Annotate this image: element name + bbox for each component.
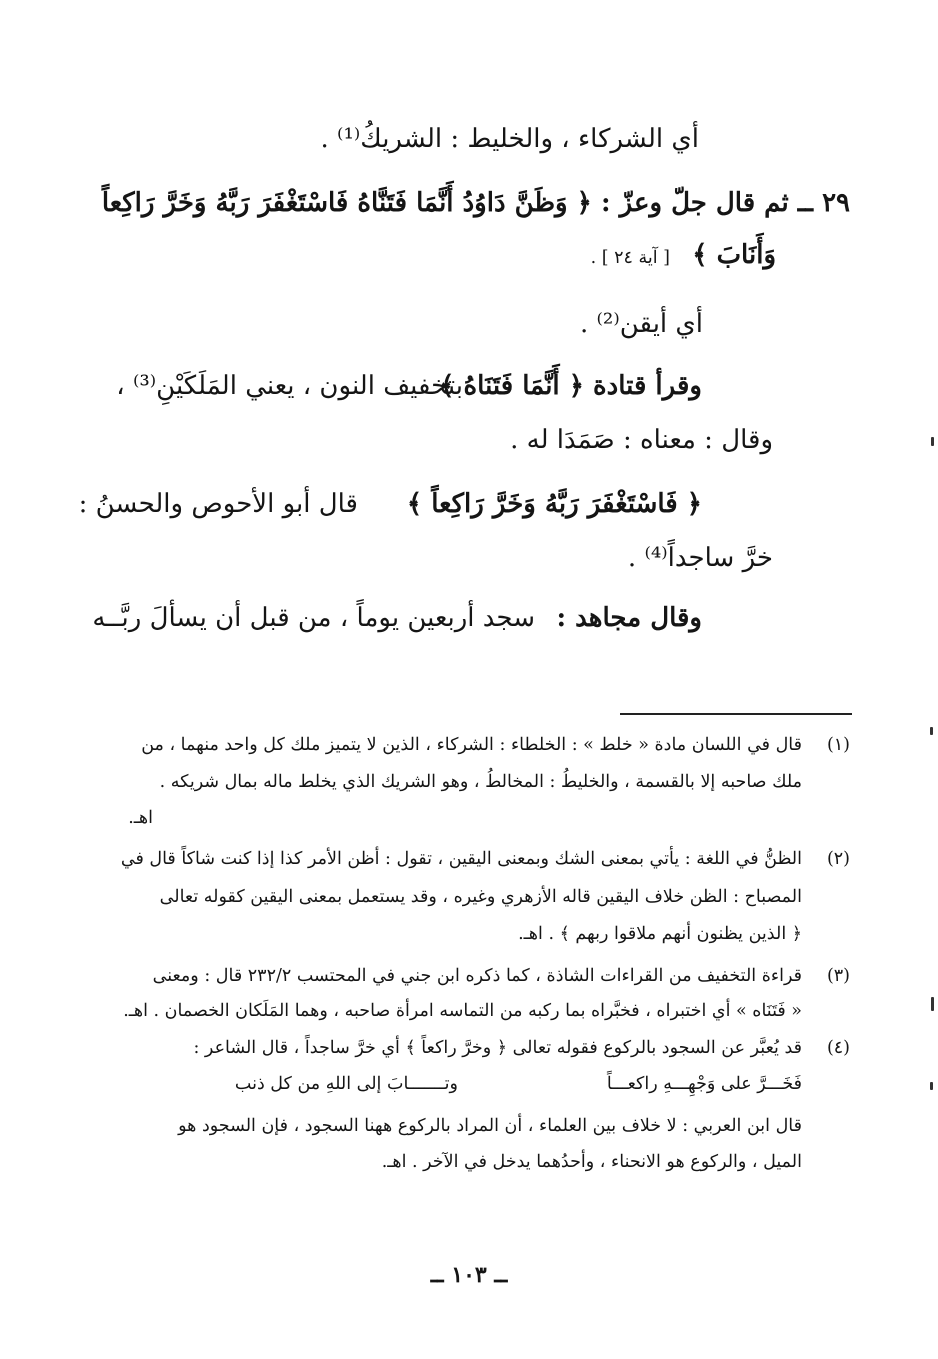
verse-heading: ٢٩ ــ ثم قال جلّ وعزّ : ﴿ وَظَنَّ دَاوُدُ أَنَّمَا فَتَنَّاهُ فَاسْتَغْفَرَ رَبَّهُ وَخَرَّ رَاكِعاً (101, 188, 850, 218)
poem-hemistich: فَخَـــرَّ على وَجْهِـــهِ راكعـــاً (606, 1074, 802, 1094)
text-line: أي أيقن⁽²⁾ . (580, 309, 703, 339)
text-line: وقال : معناه : صَمَدَا له . (510, 425, 773, 455)
footnote-line: « فَتَنَاه » أي اختبراه ، فخبَّراه بما ركبه من التماسه امرأة صاحبه ، وهما المَلَكان الخصمان . اهـ. (123, 1001, 802, 1021)
footnote-line: المصباح : الظن خلاف اليقين قاله الأزهري وغيره ، وقد يستعمل بمعنى اليقين كقوله تعالى (159, 887, 802, 907)
scholar-name: وقال مجاهد : (556, 603, 702, 633)
text-line: خرَّ ساجداً⁽⁴⁾ . (627, 543, 773, 573)
text-line: سجد أربعين يوماً ، من قبل أن يسألَ ربَّــه (92, 603, 535, 633)
footnote-line: قال في اللسان مادة « خلط » : الخلطاء : الشركاء ، الذين لا يتميز ملك كل واحد منهما ، من (141, 735, 802, 755)
footnote-number: (١) (826, 735, 850, 755)
footnote-number: (٤) (826, 1038, 850, 1058)
footnote-number: (٣) (826, 966, 850, 986)
text-line: بتخفيف النون ، يعني المَلَكَيْنِ⁽³⁾ ، (116, 371, 463, 401)
text-line: أي الشركاء ، والخليط : الشريكُ⁽¹⁾ . (320, 124, 699, 154)
quranic-reading: وقرأ قتادة ﴿ أَنَّمَا فَتَنَاهُ ﴾ (439, 371, 702, 401)
footnote-line: الميل ، والركوع هو الانحناء ، وأحدُهما يدخل في الآخر . اهـ. (381, 1152, 802, 1172)
footnote-line: ملك صاحبه إلا بالقسمة ، والخليطُ : المخالطُ ، وهو الشريك الذي يخلط ماله بمال شريكه . (159, 772, 802, 792)
footnote-line: اهـ. (128, 808, 153, 828)
footnote-line: قراءة التخفيف من القراءات الشاذة ، كما ذكره ابن جني في المحتسب ٢٣٢/٢ قال : ومعنى (152, 966, 802, 986)
scan-speck (931, 997, 934, 1011)
scan-speck (930, 1082, 933, 1090)
quranic-quote: ﴿ فَاسْتَغْفَرَ رَبَّهُ وَخَرَّ رَاكِعاً ﴾ (406, 489, 702, 519)
footnote-line: الظنُّ في اللغة : يأتي بمعنى الشك وبمعنى اليقين ، تقول : أظن الأمر كذا إذا كنت شاكاً قال في (120, 849, 802, 869)
scan-speck (931, 437, 934, 446)
footnote-number: (٢) (826, 849, 850, 869)
footnote-line: قال ابن العربي : لا خلاف بين العلماء ، أن المراد بالركوع ههنا السجود ، فإن السجود هو (178, 1116, 802, 1136)
page-number: ــ ١٠٣ ــ (430, 1262, 508, 1288)
footnote-separator (620, 713, 852, 715)
text-line: قال أبو الأحوص والحسنُ : (78, 489, 358, 519)
scan-speck (930, 727, 933, 735)
verse-continuation: وَأَنَابَ ﴾ (692, 240, 776, 270)
poem-hemistich: وتـــــــابَ إلى اللهِ من كل ذنب (234, 1074, 458, 1094)
footnote-line: ﴿ الذين يظنون أنهم ملاقوا ربهم ﴾ . اهـ. (518, 924, 802, 944)
footnote-line: قد يُعبَّر عن السجود بالركوع فقوله تعالى ﴿ وخرَّ راكعاً ﴾ أي خرَّ ساجداً ، قال الشاعر : (193, 1038, 802, 1058)
verse-reference: [ آية ٢٤ ] . (590, 248, 670, 268)
